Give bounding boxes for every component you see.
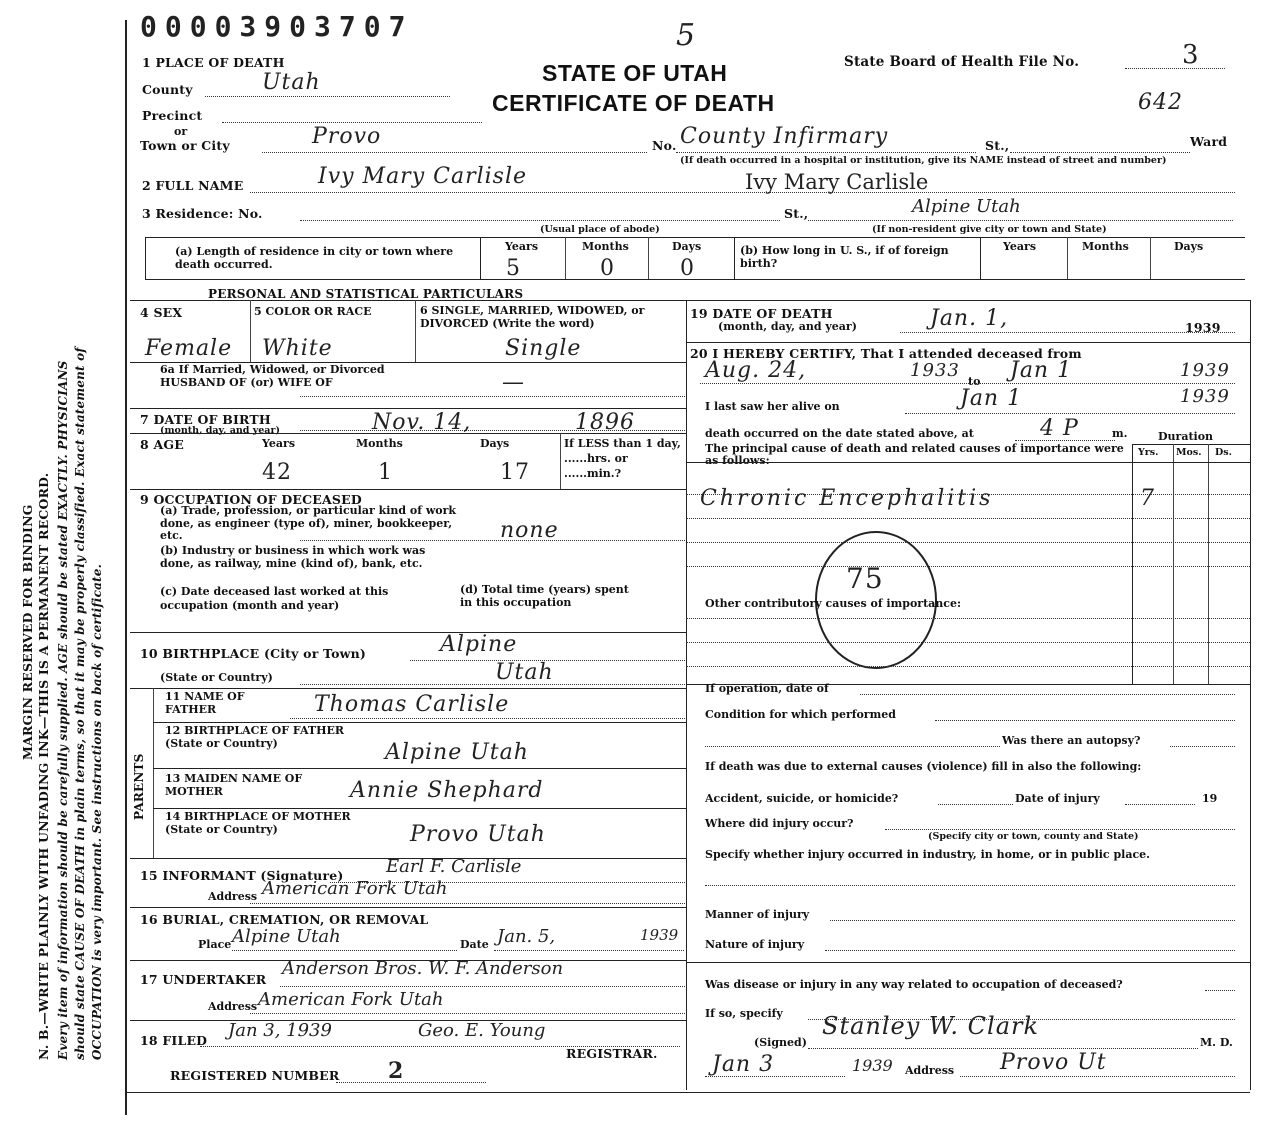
res-months: 0 xyxy=(600,256,615,281)
informant-label: 15 INFORMANT (Signature) xyxy=(140,868,344,883)
filed-value: Jan 3, 1939 xyxy=(228,1020,332,1041)
us-days-label: Days xyxy=(1174,240,1204,253)
occupation-related-label: Was disease or injury in any way related to occupation of deceased? xyxy=(705,978,1123,991)
margin-note-line2: Every item of information should be carefully supplied. AGE should be stated EXACTLY. PHYSICIANS xyxy=(56,360,70,1060)
cause-row-4 xyxy=(686,566,1250,567)
husband-value: — xyxy=(502,370,525,395)
frame-right xyxy=(1250,300,1251,1090)
cause-row-2 xyxy=(686,518,1250,519)
circle-mark-number: 75 xyxy=(846,562,884,595)
race-label: 5 COLOR OR RACE xyxy=(254,305,372,318)
ds-label: Ds. xyxy=(1215,447,1232,458)
burial-place-label: Place xyxy=(198,938,232,951)
no-label: No. xyxy=(652,138,677,153)
manner-line xyxy=(830,920,1235,921)
cause-duration-value: 7 xyxy=(1140,486,1155,511)
signed-label: (Signed) xyxy=(754,1036,807,1049)
registrar-label: REGISTRAR. xyxy=(566,1046,658,1061)
dod-year: 1939 xyxy=(1185,320,1221,335)
full-name-label: 2 FULL NAME xyxy=(142,178,244,193)
operation-line xyxy=(860,694,1235,695)
husband-line xyxy=(300,396,685,397)
mother-label: 13 MAIDEN NAME OF MOTHER xyxy=(165,772,303,798)
residence-value: Alpine Utah xyxy=(912,196,1021,217)
parents-label: PARENTS xyxy=(132,753,146,820)
dod-year-prefix xyxy=(1185,320,1221,335)
rule-962 xyxy=(686,962,1250,963)
no-line xyxy=(676,152,976,153)
sex-value: Female xyxy=(145,336,233,361)
rule-907 xyxy=(130,907,686,908)
manner-label: Manner of injury xyxy=(705,908,810,921)
county-label: County xyxy=(142,82,193,97)
nature-line xyxy=(825,950,1235,951)
birthplace-label: 10 BIRTHPLACE (City or Town) xyxy=(140,646,366,661)
margin-note-line4: OCCUPATION is very important. See instructions on back of certificate. xyxy=(90,563,104,1060)
age-years-label: Years xyxy=(262,437,296,450)
margin-note-line3: should state CAUSE OF DEATH in plain terms, so that it may be properly classified. Exact statement of xyxy=(73,347,87,1060)
serial-number: 00003903707 xyxy=(140,10,414,43)
rule-722 xyxy=(153,722,686,723)
town-label: Town or City xyxy=(140,138,230,153)
occupation-related-line xyxy=(1205,990,1235,991)
town-line xyxy=(262,152,647,153)
vl-145 xyxy=(145,237,146,279)
vl-734 xyxy=(734,237,735,279)
burial-date-label: Date xyxy=(460,938,489,951)
rule-768 xyxy=(153,768,686,769)
injury-year-prefix: 19 xyxy=(1202,792,1218,805)
certificate-title: CERTIFICATE OF DEATH xyxy=(492,90,775,116)
age-days-label: Days xyxy=(480,437,510,450)
county-line xyxy=(205,96,450,97)
or-label: or xyxy=(174,125,188,138)
where-injury-line xyxy=(885,829,1235,830)
contrib-row-1 xyxy=(686,618,1250,619)
filed-label: 18 FILED xyxy=(140,1033,208,1048)
informant-address-line xyxy=(250,903,685,904)
institution-value: County Infirmary xyxy=(680,124,889,149)
place-of-death-label: 1 PLACE OF DEATH xyxy=(142,55,285,70)
cause-of-death-value: Chronic Encephalitis xyxy=(700,486,994,511)
attended-to-value: Jan 1 xyxy=(1010,358,1073,383)
occupation-line xyxy=(300,540,685,541)
street-label: St., xyxy=(985,138,1010,153)
certify-label: 20 I HEREBY CERTIFY, That I attended deceased from xyxy=(690,346,1082,361)
burial-place-value: Alpine Utah xyxy=(232,926,341,947)
age-months-label: Months xyxy=(356,437,403,450)
personal-header: PERSONAL AND STATISTICAL PARTICULARS xyxy=(208,287,524,301)
address-label: Address xyxy=(905,1064,955,1077)
autopsy-label: Was there an autopsy? xyxy=(1002,734,1141,747)
operation-label: If operation, date of xyxy=(705,682,829,695)
burial-date-line xyxy=(494,950,684,951)
dob-label: 7 DATE OF BIRTH xyxy=(140,412,271,427)
mother-value: Annie Shephard xyxy=(350,778,544,803)
rule-1020 xyxy=(130,1020,686,1021)
race-value: White xyxy=(262,336,333,361)
marital-value: Single xyxy=(505,336,582,361)
external-causes-label: If death was due to external causes (violence) fill in also the following: xyxy=(705,760,1142,773)
last-saw-label: I last saw her alive on xyxy=(705,400,840,413)
injury-date-line xyxy=(1125,804,1195,805)
dob-year: 1896 xyxy=(575,410,635,435)
res-years-label: Years xyxy=(505,240,539,253)
last-saw-value: Jan 1 xyxy=(960,386,1023,411)
undertaker-line xyxy=(280,986,685,987)
cause-row-3 xyxy=(686,542,1250,543)
rule-489 xyxy=(130,489,686,490)
date-of-death-value: Jan. 1, xyxy=(930,306,1009,331)
informant-address-value: American Fork Utah xyxy=(262,878,448,899)
injury-date-label: Date of injury xyxy=(1015,792,1100,805)
md-label: M. D. xyxy=(1200,1036,1233,1049)
us-years-label: Years xyxy=(1003,240,1037,253)
residence-street-line xyxy=(808,220,1233,221)
attended-from-year: 1933 xyxy=(910,360,960,381)
undertaker-label: 17 UNDERTAKER xyxy=(140,972,267,987)
dob-value: Nov. 14, xyxy=(372,410,472,435)
specify-injury-label: Specify whether injury occurred in industry, in home, or in public place. xyxy=(705,848,1150,861)
mark-642: 642 xyxy=(1138,90,1183,115)
ward-label: Ward xyxy=(1190,134,1228,149)
occupation-d-label: (d) Total time (years) spent in this occupation xyxy=(460,583,629,609)
res-days: 0 xyxy=(680,256,695,281)
rule-300 xyxy=(686,300,1250,301)
signed-line xyxy=(808,1048,1198,1049)
informant-value: Earl F. Carlisle xyxy=(386,856,522,877)
precinct-line xyxy=(222,122,482,123)
physician-address: Provo Ut xyxy=(1000,1050,1107,1075)
file-no-label: State Board of Health File No. xyxy=(844,54,1080,70)
rule-279 xyxy=(145,279,1245,280)
age-months: 1 xyxy=(378,460,393,485)
to-label: to xyxy=(968,375,981,388)
registered-number-line xyxy=(336,1082,486,1083)
occupation-label: 9 OCCUPATION OF DECEASED xyxy=(140,492,362,507)
precinct-label: Precinct xyxy=(142,108,203,123)
vl-1150 xyxy=(1150,237,1151,279)
undertaker-address-line xyxy=(250,1013,685,1014)
contributory-label: Other contributory causes of importance: xyxy=(705,597,962,610)
condition-label: Condition for which performed xyxy=(705,708,896,721)
yrs-label: Yrs. xyxy=(1138,447,1159,458)
res-days-label: Days xyxy=(672,240,702,253)
occupation-b-label: (b) Industry or business in which work was done, as railway, mine (kind of), bank, etc. xyxy=(160,544,426,570)
mark-s: 5 xyxy=(676,18,697,53)
vl-648 xyxy=(648,237,649,279)
margin-binding-note: MARGIN RESERVED FOR BINDING xyxy=(20,504,35,760)
husband-label: 6a If Married, Widowed, or Divorced HUSBAND OF (or) WIFE OF xyxy=(160,363,385,389)
county-value: Utah xyxy=(262,70,321,95)
usual-abode-note: (Usual place of abode) xyxy=(540,224,660,235)
m-label: m. xyxy=(1112,427,1128,440)
birthplace-state-label: (State or Country) xyxy=(160,671,273,684)
undertaker-address-value: American Fork Utah xyxy=(258,989,444,1010)
principal-cause-label: The principal cause of death and related causes of importance were as follows: xyxy=(705,442,1124,467)
vl-415 xyxy=(415,300,416,362)
last-saw-year: 1939 xyxy=(1180,386,1230,407)
mos-label: Mos. xyxy=(1176,447,1202,458)
age-days: 17 xyxy=(500,460,530,485)
file-no-line xyxy=(1125,68,1225,69)
margin-note-line1: N. B.—WRITE PLAINLY WITH UNFADING INK—THIS IS A PERMANENT RECORD. xyxy=(36,472,51,1060)
birthplace-state: Utah xyxy=(495,660,554,685)
age-less-note: If LESS than 1 day, ......hrs. or ......min.? xyxy=(564,437,681,480)
institution-note: (If death occurred in a hospital or institution, give its NAME instead of street and number) xyxy=(680,155,1167,166)
where-injury-label: Where did injury occur? xyxy=(705,817,854,830)
residence-label: 3 Residence: No. xyxy=(142,206,263,221)
rule-433 xyxy=(130,433,686,434)
us-months-label: Months xyxy=(1082,240,1129,253)
vl-153 xyxy=(153,688,154,858)
burial-year: 1939 xyxy=(640,926,679,944)
father-birthplace-value: Alpine Utah xyxy=(385,740,529,765)
rule-342 xyxy=(686,342,1250,343)
attended-to-year: 1939 xyxy=(1180,360,1230,381)
state-title: STATE OF UTAH xyxy=(542,60,728,86)
rule-632 xyxy=(130,632,686,633)
rule-444 xyxy=(1132,444,1250,445)
full-name-typed: Ivy Mary Carlisle xyxy=(745,170,929,194)
condition-line xyxy=(935,720,1235,721)
accident-label: Accident, suicide, or homicide? xyxy=(705,792,899,805)
vl-480 xyxy=(480,237,481,279)
vl-250 xyxy=(250,300,251,362)
last-saw-line xyxy=(905,413,1235,414)
date-of-death-label: 19 DATE OF DEATH xyxy=(690,306,833,321)
vl-565 xyxy=(565,237,566,279)
address-line xyxy=(960,1076,1235,1077)
vl-1173 xyxy=(1173,444,1174,684)
death-time-value: 4 P xyxy=(1040,416,1079,441)
physician-signature: Stanley W. Clark xyxy=(822,1012,1040,1040)
full-name-line xyxy=(250,192,1235,193)
undertaker-address-label: Address xyxy=(208,1000,258,1013)
us-length-label: (b) How long in U. S., if of foreign birth? xyxy=(740,244,949,270)
frame-bottom xyxy=(125,1092,1250,1093)
registered-number-label: REGISTERED NUMBER xyxy=(170,1068,340,1083)
frame-left xyxy=(125,20,127,1115)
mother-birthplace-label: 14 BIRTHPLACE OF MOTHER (State or Country) xyxy=(165,810,351,836)
res-months-label: Months xyxy=(582,240,629,253)
occupation-c-label: (c) Date deceased last worked at this occupation (month and year) xyxy=(160,585,389,612)
attended-from-value: Aug. 24, xyxy=(705,358,807,383)
father-birthplace-label: 12 BIRTHPLACE OF FATHER (State or Country) xyxy=(165,724,345,750)
father-line xyxy=(290,718,685,719)
occupation-value: none xyxy=(500,518,559,543)
vl-1067 xyxy=(1067,237,1068,279)
autopsy-line xyxy=(705,746,1000,747)
town-value: Provo xyxy=(312,124,382,149)
contrib-row-2 xyxy=(686,642,1250,643)
marital-label: 6 SINGLE, MARRIED, WIDOWED, or DIVORCED (Write the word) xyxy=(420,304,645,330)
father-label: 11 NAME OF FATHER xyxy=(165,690,245,716)
age-label: 8 AGE xyxy=(140,437,184,452)
residence-street-label: St., xyxy=(784,206,809,221)
burial-place-line xyxy=(232,950,457,951)
dob-sub: (month, day, and year) xyxy=(160,425,280,436)
rule-408 xyxy=(130,408,686,409)
vl-1132 xyxy=(1132,444,1133,684)
sex-label: 4 SEX xyxy=(140,305,183,320)
vl-1208 xyxy=(1208,444,1209,684)
undertaker-value: Anderson Bros. W. F. Anderson xyxy=(282,958,564,979)
burial-label: 16 BURIAL, CREMATION, OR REMOVAL xyxy=(140,912,429,927)
rule-808 xyxy=(153,808,686,809)
duration-label: Duration xyxy=(1158,430,1214,443)
burial-date-value: Jan. 5, xyxy=(497,926,556,947)
registered-number: 2 xyxy=(388,1058,405,1084)
nonresident-note: (If non-resident give city or town and State) xyxy=(872,224,1107,235)
sign-year: 1939 xyxy=(852,1056,893,1075)
occupation-a-label: (a) Trade, profession, or particular kind of work done, as engineer (type of), miner, bookkeeper, etc. xyxy=(160,504,457,542)
vl-980 xyxy=(980,237,981,279)
vl-560 xyxy=(560,433,561,489)
rule-688 xyxy=(130,688,686,689)
birthplace-city: Alpine xyxy=(440,632,518,657)
father-value: Thomas Carlisle xyxy=(314,692,510,717)
full-name-value: Ivy Mary Carlisle xyxy=(318,164,528,189)
rule-300 xyxy=(130,300,686,301)
if-so-label: If so, specify xyxy=(705,1007,783,1020)
residence-length-label: (a) Length of residence in city or town where death occurred. xyxy=(175,245,454,271)
street-line xyxy=(1010,152,1190,153)
contrib-row-3 xyxy=(686,666,1250,667)
registrar-signature: Geo. E. Young xyxy=(418,1020,546,1041)
residence-line xyxy=(300,220,780,221)
nature-label: Nature of injury xyxy=(705,938,805,951)
specify-injury-line xyxy=(705,885,1235,886)
death-at-label: death occurred on the date stated above, at xyxy=(705,427,974,440)
mother-birthplace-value: Provo Utah xyxy=(410,822,546,847)
accident-line xyxy=(938,804,1013,805)
date-of-death-sub: (month, day, and year) xyxy=(718,320,857,333)
column-divider xyxy=(686,300,687,1090)
age-years: 42 xyxy=(262,460,292,485)
where-injury-note: (Specify city or town, county and State) xyxy=(928,831,1139,842)
birthplace-state-line xyxy=(300,684,685,685)
autopsy-answer-line xyxy=(1170,746,1235,747)
sign-date-value: Jan 3 xyxy=(712,1052,775,1077)
res-years: 5 xyxy=(506,256,521,281)
informant-address-label: Address xyxy=(208,890,258,903)
rule-237 xyxy=(145,237,1245,238)
rule-462 xyxy=(686,462,1250,463)
file-no: 3 xyxy=(1182,40,1200,70)
